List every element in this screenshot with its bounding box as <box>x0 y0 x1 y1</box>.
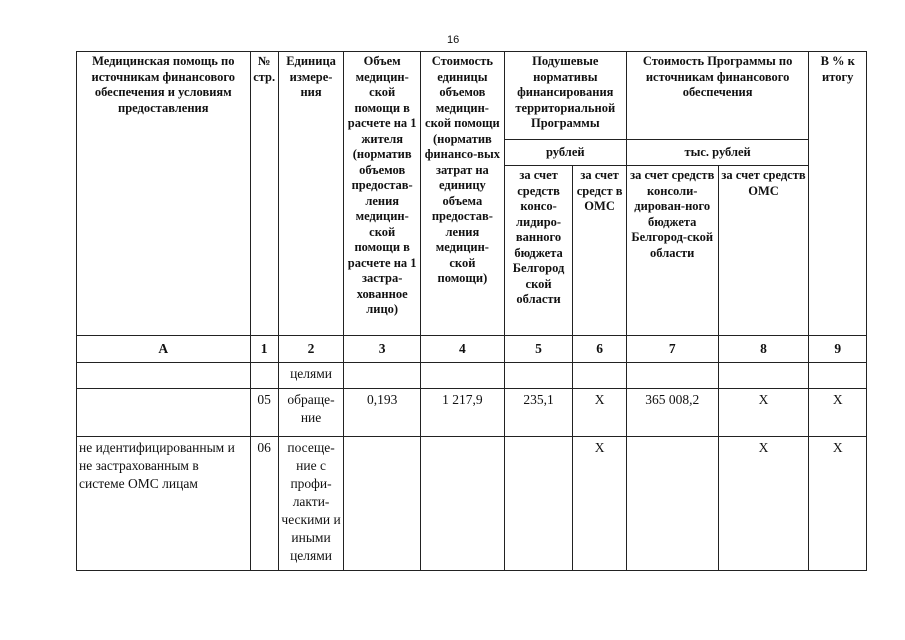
cell-unit: обраще-ние <box>278 389 344 437</box>
cell-cost <box>421 363 505 389</box>
column-number: А <box>77 336 251 363</box>
financing-table <box>76 51 867 571</box>
cell-cost: 1 217,9 <box>421 389 505 437</box>
column-number: 2 <box>278 336 344 363</box>
column-number: 8 <box>718 336 809 363</box>
header-unit: Единица измере-ния <box>278 52 344 336</box>
header-volume: Объем медицин-ской помощи в расчете на 1 жителя (норматив объемов предостав-ления медицин-ской помощи в расчете на 1 застра-хованное лицо) <box>344 52 421 336</box>
header-program-oms: за счет средств ОМС <box>718 166 809 336</box>
cell-volume: 0,193 <box>344 389 421 437</box>
header-program-budget: за счет средств консоли-дирован-ного бюджета Белгород-ской области <box>626 166 718 336</box>
cell-percent: Х <box>809 437 867 571</box>
header-unit-thous-rub: тыс. рублей <box>626 140 809 166</box>
cell-num <box>250 363 278 389</box>
cell-source: не идентифицированным и не застрахованным в системе ОМС лицам <box>77 437 251 571</box>
header-per-capita-oms: за счет средст в ОМС <box>573 166 626 336</box>
cell-volume <box>344 363 421 389</box>
cell-volume <box>344 437 421 571</box>
header-source: Медицинская помощь по источникам финансового обеспечения и условиям предоставления <box>77 52 251 336</box>
column-number: 9 <box>809 336 867 363</box>
header-cost: Стоимость единицы объемов медицин-ской помощи (норматив финансо-вых затрат на единицу объема предостав-ления медицин-ской помощи) <box>421 52 505 336</box>
cell-program-oms: Х <box>718 389 809 437</box>
header-per-capita-budget: за счет средств консо-лидиро-ванного бюджета Белгород ской области <box>504 166 573 336</box>
cell-percent: Х <box>809 389 867 437</box>
column-number: 1 <box>250 336 278 363</box>
cell-num: 05 <box>250 389 278 437</box>
cell-cost <box>421 437 505 571</box>
column-number: 7 <box>626 336 718 363</box>
cell-num: 06 <box>250 437 278 571</box>
table-row <box>77 363 867 389</box>
cell-program-oms <box>718 363 809 389</box>
header-unit-rub: рублей <box>504 140 626 166</box>
table-row <box>77 389 867 437</box>
column-number: 3 <box>344 336 421 363</box>
column-number: 6 <box>573 336 626 363</box>
cell-per-capita-budget <box>504 363 573 389</box>
header-per-capita: Подушевые нормативы финансирования территориальной Программы <box>504 52 626 140</box>
cell-percent <box>809 363 867 389</box>
header-num: № стр. <box>250 52 278 336</box>
column-number: 5 <box>504 336 573 363</box>
cell-unit: целями <box>278 363 344 389</box>
cell-program-budget <box>626 437 718 571</box>
header-percent: В % к итогу <box>809 52 867 336</box>
cell-source <box>77 363 251 389</box>
cell-per-capita-oms <box>573 363 626 389</box>
cell-program-budget: 365 008,2 <box>626 389 718 437</box>
table-row <box>77 437 867 571</box>
cell-source <box>77 389 251 437</box>
cell-per-capita-budget <box>504 437 573 571</box>
cell-per-capita-oms: Х <box>573 389 626 437</box>
cell-unit: посеще-ние с профи-лакти-ческими и иными целями <box>278 437 344 571</box>
cell-program-oms: Х <box>718 437 809 571</box>
cell-per-capita-budget: 235,1 <box>504 389 573 437</box>
column-number: 4 <box>421 336 505 363</box>
cell-program-budget <box>626 363 718 389</box>
cell-per-capita-oms: Х <box>573 437 626 571</box>
page-number: 16 <box>447 34 460 46</box>
header-program-cost: Стоимость Программы по источникам финансового обеспечения <box>626 52 809 140</box>
